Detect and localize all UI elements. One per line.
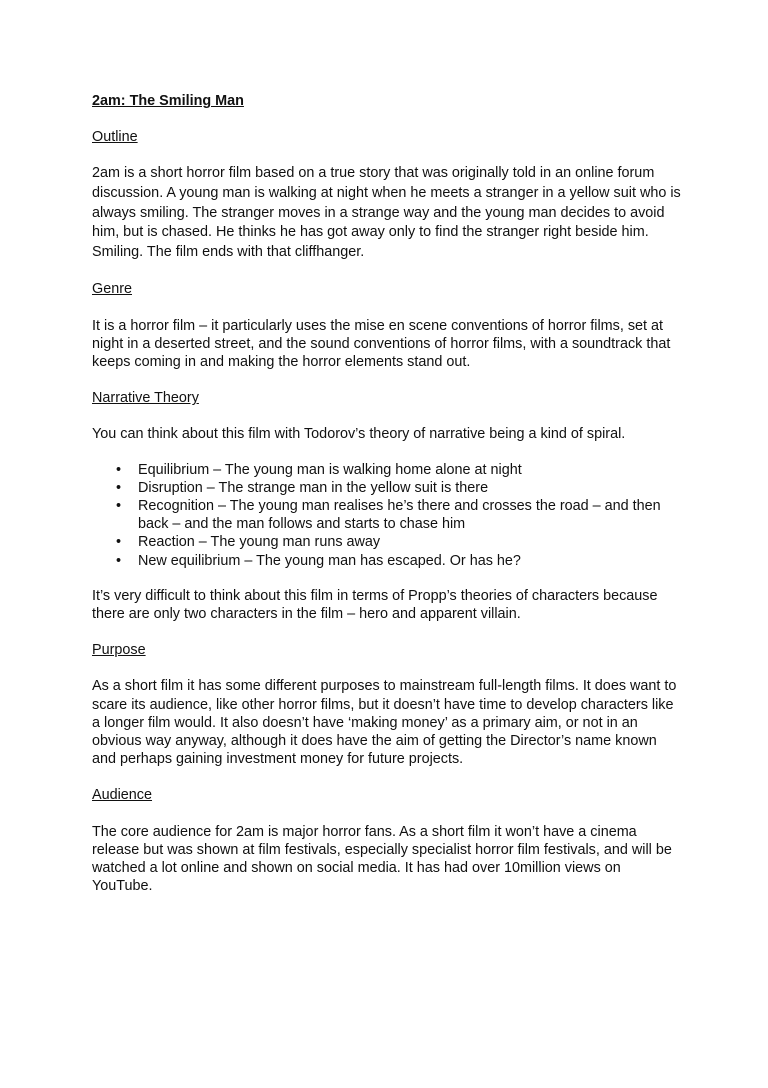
audience-paragraph: The core audience for 2am is major horror fans. As a short film it won’t have a cinema release but was shown at film festivals, especially specialist horror film festivals, and will be watched a lot online and shown on social media. It has had over 10million views on YouTube. (92, 823, 672, 895)
bullet-text: Recognition – The young man realises he’s there and crosses the road – and then back – and the man follows and starts to chase him (138, 498, 661, 533)
bullet-text: Reaction – The young man runs away (138, 534, 381, 551)
narrative-bullet-list (92, 461, 684, 570)
narrative-theory-heading: Narrative Theory (92, 390, 199, 407)
document-title: 2am: The Smiling Man (92, 93, 244, 109)
narrative-intro-paragraph: You can think about this film with Todorov’s theory of narrative being a kind of spiral. (92, 426, 626, 443)
list-item (92, 497, 684, 533)
bullet-text: Equilibrium – The young man is walking home alone at night (138, 461, 522, 478)
bullet-text: New equilibrium – The young man has escaped. Or has he? (138, 552, 521, 569)
list-item (92, 533, 684, 551)
bullet-icon: • (116, 461, 122, 478)
bullet-icon: • (116, 498, 122, 514)
audience-heading: Audience (92, 787, 153, 804)
genre-paragraph: It is a horror film – it particularly uses the mise en scene conventions of horror films, set at night in a deserted street, and the sound conventions of horror films, with a soundtrack that keeps coming in and making the horror elements stand out. (92, 317, 671, 370)
list-item (92, 461, 684, 479)
purpose-heading: Purpose (92, 642, 146, 659)
bullet-icon: • (116, 479, 122, 496)
propp-paragraph: It’s very difficult to think about this film in terms of Propp’s theories of characters because there are only two characters in the film – hero and apparent villain. (92, 587, 658, 623)
outline-heading: Outline (92, 129, 138, 146)
outline-paragraph: 2am is a short horror film based on a true story that was originally told in an online forum discussion. A young man is walking at night when he meets a stranger in a yellow suit who is always smiling. The stranger moves in a strange way and the young man decides to avoid him, but is chased. He thinks he has got away only to find the stranger right beside him. Smiling. The film ends with that cliffhanger. (92, 165, 681, 260)
list-item (92, 552, 684, 570)
genre-heading: Genre (92, 281, 132, 298)
document-page (92, 92, 684, 913)
bullet-text: Disruption – The strange man in the yellow suit is there (138, 479, 489, 496)
bullet-icon: • (116, 534, 122, 551)
bullet-icon: • (116, 552, 122, 569)
list-item (92, 479, 684, 497)
purpose-paragraph: As a short film it has some different purposes to mainstream full-length films. It does want to scare its audience, like other horror films, but it doesn’t have time to develop characters like a longer film would. It also doesn’t have ‘making money’ as a primary aim, or not in an obvious way anyway, although it does have the aim of getting the Director’s name known and perhaps gaining investment money for future projects. (92, 678, 677, 768)
